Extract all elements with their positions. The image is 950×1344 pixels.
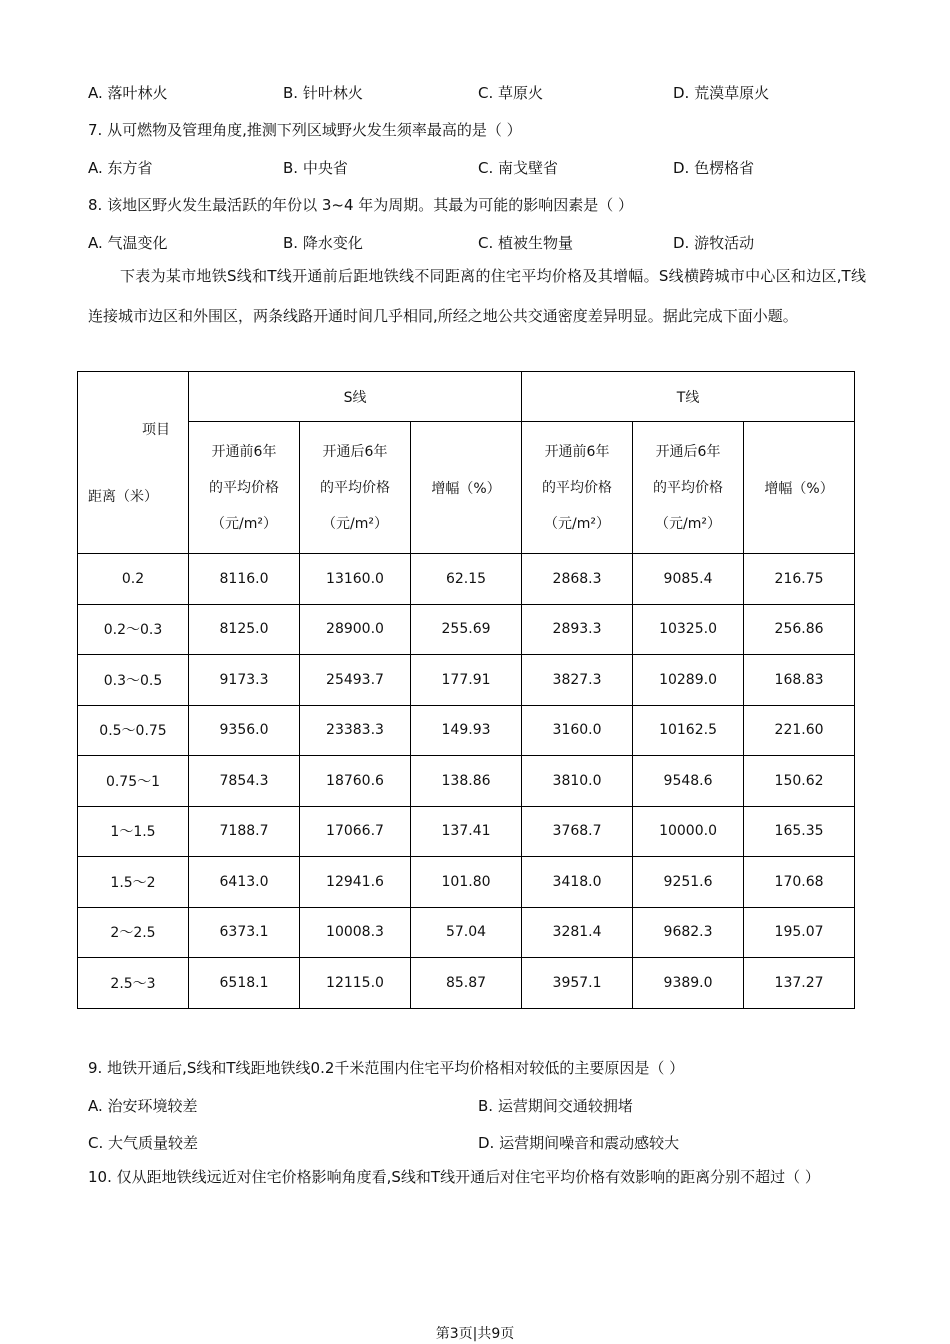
intro-text: 下表为某市地铁S线和T线开通前后距地铁线不同距离的住宅平均价格及其增幅。S线横跨城市中心区和边区,T线连接城市边区和外围区，两条线路开通时间几乎相同,所经之地公共交通密度差异明显。据此完成下面小题。 xyxy=(88,267,866,325)
table-cell: 10000.0 xyxy=(633,806,744,857)
price-table xyxy=(77,371,855,1009)
q7-option-c: C. 南戈壁省 xyxy=(478,159,559,177)
table-cell: 3957.1 xyxy=(522,958,633,1009)
table-cell: 10289.0 xyxy=(633,655,744,706)
page-footer: 第3页|共9页 xyxy=(435,1326,515,1342)
s-increase-header: 增幅（%） xyxy=(411,422,522,554)
table-cell: 3827.3 xyxy=(522,655,633,706)
table-cell: 9085.4 xyxy=(633,554,744,605)
table-row xyxy=(78,756,855,807)
table-cell: 2893.3 xyxy=(522,604,633,655)
table-cell: 9389.0 xyxy=(633,958,744,1009)
q9-options-row2 xyxy=(88,1132,868,1153)
table-cell: 8116.0 xyxy=(189,554,300,605)
table-cell: 7854.3 xyxy=(189,756,300,807)
table-cell: 1.5～2 xyxy=(78,857,189,908)
table-row xyxy=(78,655,855,706)
table-cell: 6518.1 xyxy=(189,958,300,1009)
table-cell: 168.83 xyxy=(744,655,855,706)
group-header-s: S线 xyxy=(189,372,522,422)
table-cell: 0.2～0.3 xyxy=(78,604,189,655)
table-cell: 101.80 xyxy=(411,857,522,908)
table-cell: 170.68 xyxy=(744,857,855,908)
q7-option-a: A. 东方省 xyxy=(88,159,153,177)
table-row xyxy=(78,907,855,958)
table-cell: 216.75 xyxy=(744,554,855,605)
table-cell: 9251.6 xyxy=(633,857,744,908)
table-cell: 2.5～3 xyxy=(78,958,189,1009)
table-cell: 137.27 xyxy=(744,958,855,1009)
table-row xyxy=(78,806,855,857)
table-cell: 221.60 xyxy=(744,705,855,756)
table-row xyxy=(78,958,855,1009)
table-cell: 0.75～1 xyxy=(78,756,189,807)
table-cell: 6373.1 xyxy=(189,907,300,958)
q10-stem: 10. 仅从距地铁线远近对住宅价格影响角度看,S线和T线开通后对住宅平均价格有效影响的距离分别不超过（ ） xyxy=(88,1168,820,1186)
table-cell: 57.04 xyxy=(411,907,522,958)
table-cell: 138.86 xyxy=(411,756,522,807)
q6-options xyxy=(88,82,868,103)
q8-option-c: C. 植被生物量 xyxy=(478,234,574,252)
table-cell: 150.62 xyxy=(744,756,855,807)
table-row xyxy=(78,554,855,605)
table-cell: 3160.0 xyxy=(522,705,633,756)
t-before-header: 开通前6年 的平均价格 （元/m²） xyxy=(522,422,633,554)
table-row xyxy=(78,705,855,756)
table-corner xyxy=(78,372,189,554)
table-cell: 0.2 xyxy=(78,554,189,605)
table-cell: 3281.4 xyxy=(522,907,633,958)
table-cell: 10162.5 xyxy=(633,705,744,756)
table-cell: 6413.0 xyxy=(189,857,300,908)
table-cell: 9682.3 xyxy=(633,907,744,958)
q9-stem: 9. 地铁开通后,S线和T线距地铁线0.2千米范围内住宅平均价格相对较低的主要原因是（ ） xyxy=(88,1059,685,1077)
table-cell: 256.86 xyxy=(744,604,855,655)
table-cell: 255.69 xyxy=(411,604,522,655)
s-before-header: 开通前6年 的平均价格 （元/m²） xyxy=(189,422,300,554)
q8-stem: 8. 该地区野火发生最活跃的年份以 3~4 年为周期。其最为可能的影响因素是（ ） xyxy=(88,196,634,214)
q10-block xyxy=(88,1158,866,1196)
q6-option-b: B. 针叶林火 xyxy=(283,84,363,102)
table-cell: 2868.3 xyxy=(522,554,633,605)
table-cell: 13160.0 xyxy=(300,554,411,605)
table-cell: 3768.7 xyxy=(522,806,633,857)
table-cell: 12941.6 xyxy=(300,857,411,908)
table-cell: 165.35 xyxy=(744,806,855,857)
table-cell: 25493.7 xyxy=(300,655,411,706)
table-cell: 177.91 xyxy=(411,655,522,706)
q8-option-d: D. 游牧活动 xyxy=(673,234,755,252)
q6-option-a: A. 落叶林火 xyxy=(88,84,168,102)
q6-option-d: D. 荒漠草原火 xyxy=(673,84,770,102)
q8-option-a: A. 气温变化 xyxy=(88,234,168,252)
table-cell: 10325.0 xyxy=(633,604,744,655)
intro-paragraph xyxy=(88,256,866,336)
q7-option-d: D. 色楞格省 xyxy=(673,159,755,177)
table-cell: 18760.6 xyxy=(300,756,411,807)
q9-options-row1 xyxy=(88,1095,868,1116)
corner-distance-label: 距离（米） xyxy=(88,489,158,505)
table-cell: 9356.0 xyxy=(189,705,300,756)
q7-stem: 7. 从可燃物及管理角度,推测下列区域野火发生须率最高的是（ ） xyxy=(88,121,522,139)
table-cell: 137.41 xyxy=(411,806,522,857)
t-after-header: 开通后6年 的平均价格 （元/m²） xyxy=(633,422,744,554)
table-cell: 0.5～0.75 xyxy=(78,705,189,756)
table-cell: 28900.0 xyxy=(300,604,411,655)
q7-option-b: B. 中央省 xyxy=(283,159,348,177)
q9-option-d: D. 运营期间噪音和震动感较大 xyxy=(478,1134,680,1152)
table-cell: 12115.0 xyxy=(300,958,411,1009)
table-cell: 10008.3 xyxy=(300,907,411,958)
group-header-t: T线 xyxy=(522,372,855,422)
q9-option-c: C. 大气质量较差 xyxy=(88,1134,199,1152)
table-cell: 8125.0 xyxy=(189,604,300,655)
table-cell: 3810.0 xyxy=(522,756,633,807)
table-cell: 149.93 xyxy=(411,705,522,756)
table-cell: 7188.7 xyxy=(189,806,300,857)
table-cell: 1～1.5 xyxy=(78,806,189,857)
q9-option-b: B. 运营期间交通较拥堵 xyxy=(478,1097,633,1115)
s-after-header: 开通后6年 的平均价格 （元/m²） xyxy=(300,422,411,554)
t-increase-header: 增幅（%） xyxy=(744,422,855,554)
table-row xyxy=(78,604,855,655)
table-cell: 85.87 xyxy=(411,958,522,1009)
q7-options xyxy=(88,157,868,178)
table-cell: 195.07 xyxy=(744,907,855,958)
corner-item-label: 项目 xyxy=(142,422,170,438)
table-cell: 9548.6 xyxy=(633,756,744,807)
table-cell: 17066.7 xyxy=(300,806,411,857)
table-cell: 0.3～0.5 xyxy=(78,655,189,706)
q6-option-c: C. 草原火 xyxy=(478,84,544,102)
q8-option-b: B. 降水变化 xyxy=(283,234,363,252)
table-cell: 23383.3 xyxy=(300,705,411,756)
q9-option-a: A. 治安环境较差 xyxy=(88,1097,198,1115)
table-cell: 62.15 xyxy=(411,554,522,605)
q8-options xyxy=(88,232,868,253)
table-cell: 3418.0 xyxy=(522,857,633,908)
table-row xyxy=(78,857,855,908)
table-cell: 2～2.5 xyxy=(78,907,189,958)
table-cell: 9173.3 xyxy=(189,655,300,706)
